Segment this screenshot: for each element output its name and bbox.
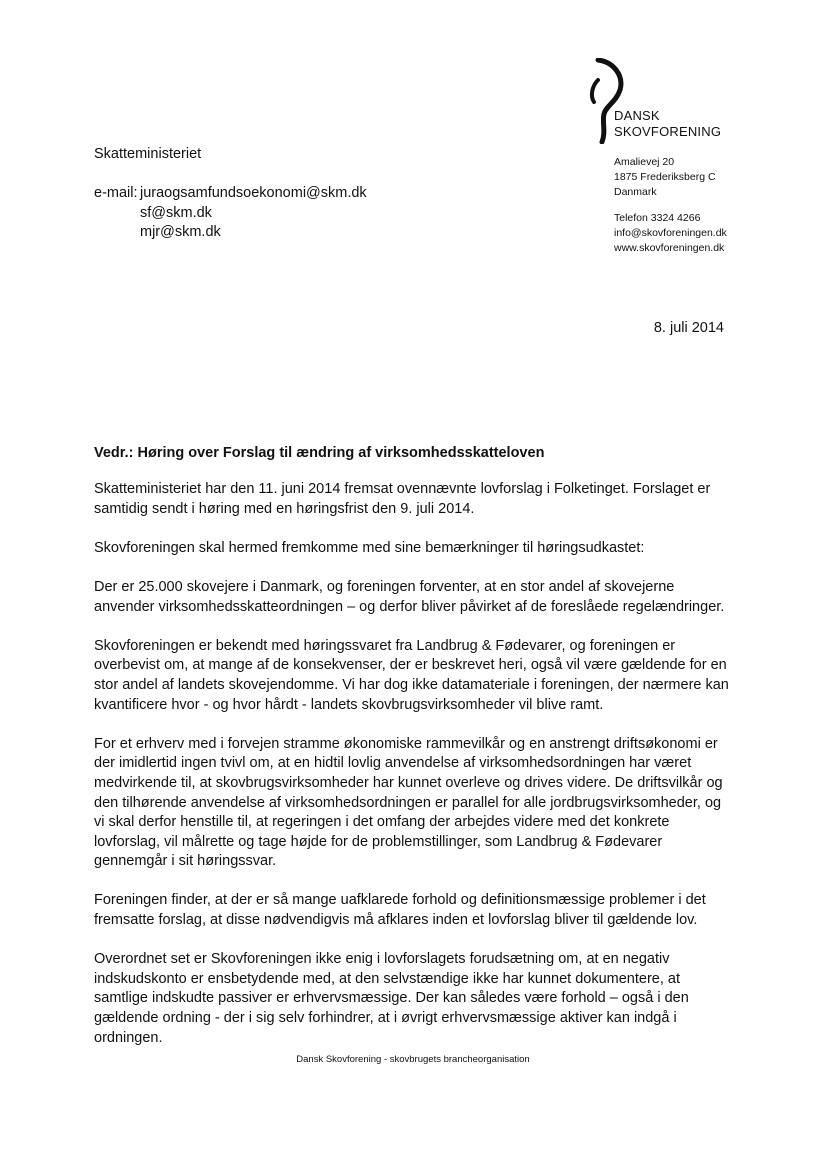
recipient-emails xyxy=(94,184,367,243)
email-address: juraogsamfundsoekonomi@skm.dk xyxy=(140,185,367,201)
body-paragraph: For et erhverv med i forvejen stramme økonomiske rammevilkår og en anstrengt driftsøkonomi er der imidlertid ingen tvivl om, at en hidtil lovlig anvendelse af virksomhedsordningen har været medvirkende til, at skovbrugsvirksomheder har kunnet overleve og drives videre. De driftsvilkår og den tilhørende anvendelse af virksomhedsordningen er parallel for alle jordbrugsvirksomheder, og vi skal derfor henstille til, at regeringen i det omfang der arbejdes videre med det konkrete lovforslag, vil målrette og tage højde for de problemstillinger, som Landbrug & Fødevarer gennemgår i sit høringssvar. xyxy=(94,735,723,870)
email-address: mjr@skm.dk xyxy=(140,224,221,240)
body-paragraph: Skovforeningen skal hermed fremkomme med sine bemærkninger til høringsudkastet: xyxy=(94,539,645,556)
contact-website: www.skovforeningen.dk xyxy=(614,242,725,254)
body-paragraph: Overordnet set er Skovforeningen ikke enig i lovforslagets forudsætning om, at en negativ indskudskonto er ensbetydende med, at den selvstændige ikke har kunnet dokumentere, at samtlige indskudte passiver er erhvervsmæssige. Der kan således være forhold – også i den gældende ordning - der i sig selv forhindrer, at i øvrigt erhvervsmæssige aktiver kan indgå i ordningen. xyxy=(94,951,689,1046)
email-label: e-mail: xyxy=(94,185,138,201)
letter-body xyxy=(94,480,734,1068)
contact-phone: Telefon 3324 4266 xyxy=(614,212,701,224)
page-footer: Dansk Skovforening - skovbrugets brancheorganisation xyxy=(296,1054,530,1065)
organization-name xyxy=(614,108,721,140)
letter-subject: Vedr.: Høring over Forslag til ændring af virksomhedsskatteloven xyxy=(94,445,545,461)
contact-email: info@skovforeningen.dk xyxy=(614,227,727,239)
address-country: Danmark xyxy=(614,186,657,198)
recipient-name: Skatteministeriet xyxy=(94,146,202,162)
address-street: Amalievej 20 xyxy=(614,156,675,168)
body-paragraph: Skovforeningen er bekendt med høringssvaret fra Landbrug & Fødevarer, og foreningen er overbevist om, at mange af de konsekvenser, der er beskrevet heri, også vil være gældende for en stor andel af landets skovejendomme. Vi har dog ikke datamateriale i foreningen, der nærmere kan kvantificere hvor - og hvor hårdt - landets skovbrugsvirksomheder vil blive ramt. xyxy=(94,637,729,713)
org-name-line1: DANSK xyxy=(614,108,660,123)
letter-date: 8. juli 2014 xyxy=(653,320,724,336)
body-paragraph: Der er 25.000 skovejere i Danmark, og foreningen forventer, at en stor andel af skovejerne anvender virksomhedsskatteordningen – og derfor bliver påvirket af de foreslåede regelændringer. xyxy=(94,578,725,615)
sender-address xyxy=(614,155,716,200)
sender-contact xyxy=(614,211,727,256)
org-name-line2: SKOVFORENING xyxy=(614,124,722,139)
email-address: sf@skm.dk xyxy=(140,204,212,221)
body-paragraph: Skatteministeriet har den 11. juni 2014 fremsat ovennævnte lovforslag i Folketinget. Forslaget er samtidig sendt i høring med en høringsfrist den 9. juli 2014. xyxy=(94,481,711,517)
address-city: 1875 Frederiksberg C xyxy=(614,171,716,183)
body-paragraph: Foreningen finder, at der er så mange uafklarede forhold og definitionsmæssige problemer i det fremsatte forslag, at disse nødvendigvis må afklares inden et lovforslag bliver til gældende lov. xyxy=(94,892,706,929)
